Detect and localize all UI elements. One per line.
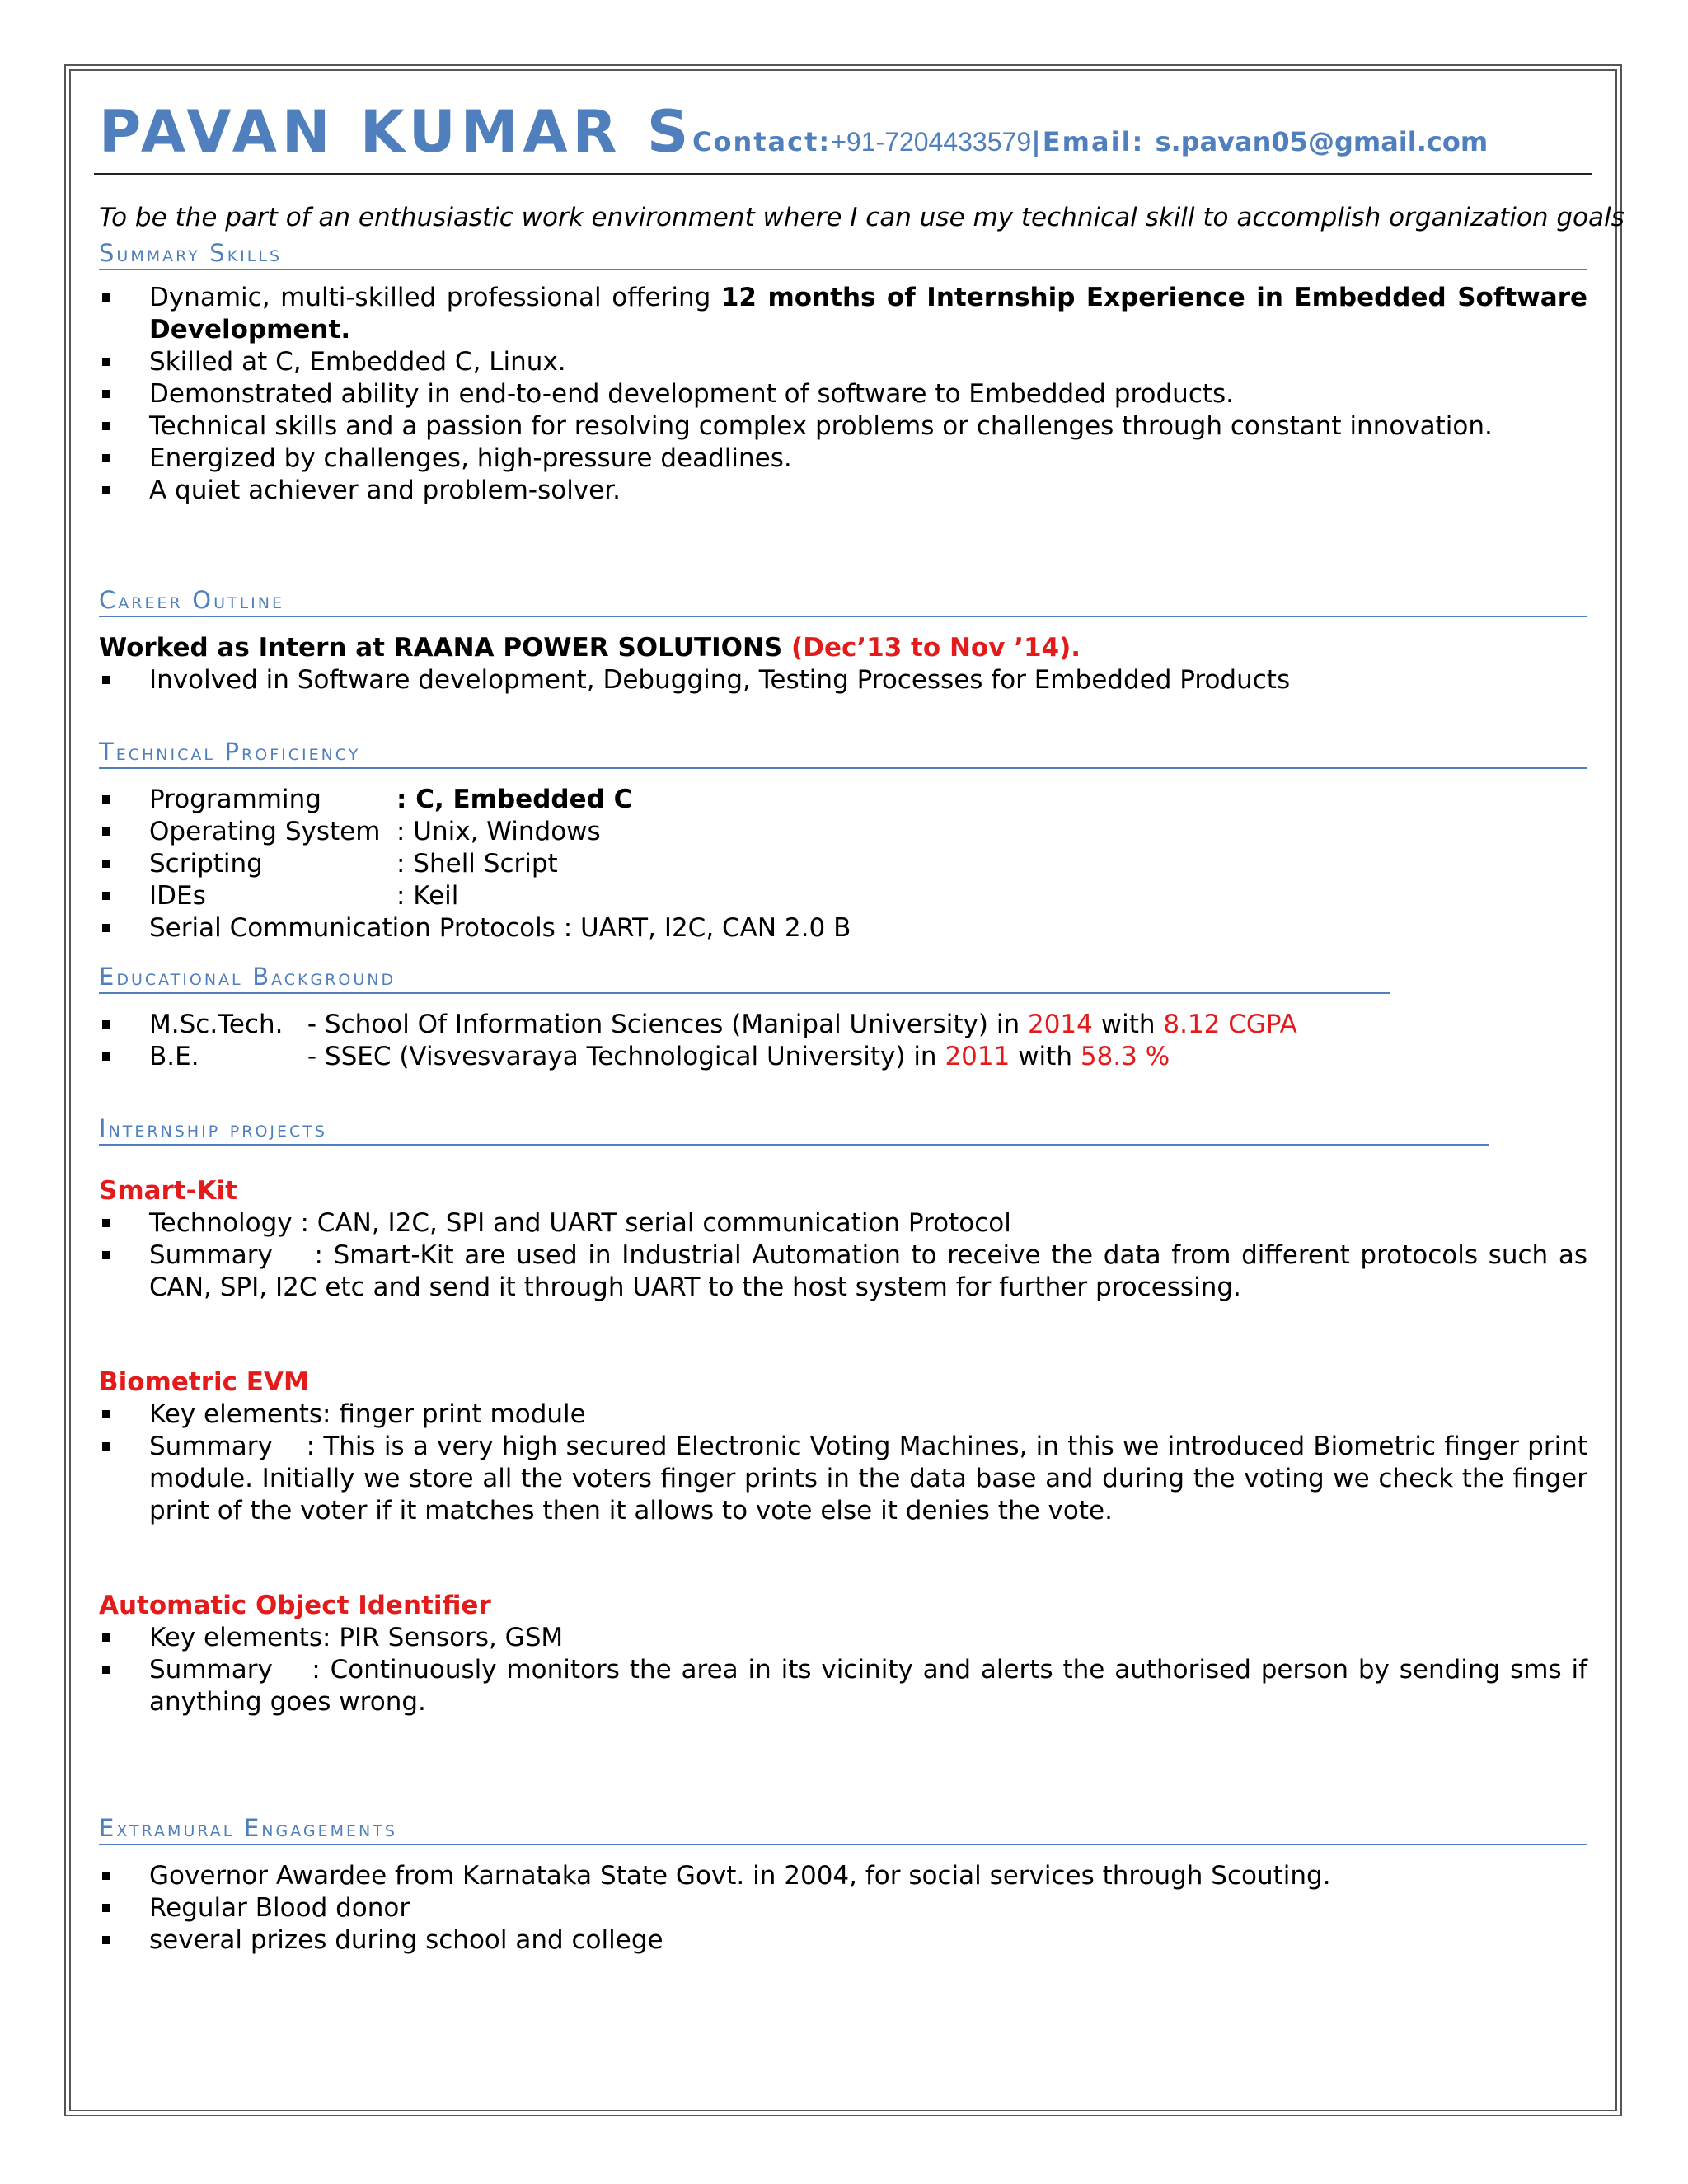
section-heading-career-outline: Career Outline — [99, 586, 1587, 617]
section-heading-extramural-engagements: Extramural Engagements — [99, 1814, 1587, 1845]
email-label: Email: — [1042, 126, 1156, 157]
project-title: Automatic Object Identifier — [99, 1591, 491, 1620]
contact-line — [692, 125, 1488, 158]
list-item: Dynamic, multi-skilled professional offering 12 months of Internship Experience in Embedded Software Development. — [99, 282, 1587, 346]
project-details-list — [99, 1207, 1596, 1304]
candidate-name: PAVAN KUMAR S — [99, 98, 694, 166]
list-item: several prizes during school and college — [99, 1924, 1587, 1957]
resume — [99, 97, 1625, 1957]
list-item: Scripting : Shell Script — [99, 848, 1587, 880]
contact-separator: | — [1031, 126, 1043, 157]
list-item: Summary : Smart-Kit are used in Industrial Automation to receive the data from different protocols such as CAN, SPI, I2C etc and send it through UART to the host system for further processing. — [99, 1240, 1587, 1304]
list-item: B.E. - SSEC (Visvesvaraya Technological University) in 2011 with 58.3 % — [99, 1041, 1587, 1073]
phone-number: +91-7204433579 — [831, 127, 1032, 157]
list-item: Governor Awardee from Karnataka State Govt. in 2004, for social services through Scouting. — [99, 1860, 1587, 1892]
career-role: Worked as Intern at RAANA POWER SOLUTIONS (Dec’13 to Nov ’14). — [99, 633, 1081, 663]
list-item: Energized by challenges, high-pressure deadlines. — [99, 443, 1587, 475]
technical-list — [99, 784, 1587, 944]
list-item: Involved in Software development, Debugging, Testing Processes for Embedded Products — [99, 664, 1587, 696]
list-item: Key elements: PIR Sensors, GSM — [99, 1622, 1587, 1654]
list-item: Summary : Continuously monitors the area in its vicinity and alerts the authorised person by sending sms if anything goes wrong. — [99, 1654, 1587, 1718]
education-list — [99, 1009, 1587, 1073]
list-item: Summary : This is a very high secured Electronic Voting Machines, in this we introduced Biometric finger print module. Initially we store all the voters finger prints in the data base and during the voting we check the finger print of the voter if it matches then it allows to vote else it denies the vote. — [99, 1431, 1587, 1527]
career-list — [99, 664, 1587, 696]
contact-label: Contact: — [692, 126, 832, 157]
list-item: Demonstrated ability in end-to-end development of software to Embedded products. — [99, 378, 1587, 410]
project-details-list — [99, 1399, 1596, 1527]
list-item: Skilled at C, Embedded C, Linux. — [99, 346, 1587, 378]
career-period: (Dec’13 to Nov ’14). — [791, 633, 1081, 663]
extramural-list — [99, 1860, 1587, 1957]
section-heading-technical-proficiency: Technical Proficiency — [99, 738, 1587, 769]
resume-header — [99, 97, 1587, 173]
summary-skills-list — [99, 282, 1587, 507]
email-address: s.pavan05@gmail.com — [1155, 126, 1489, 157]
project-details-list — [99, 1622, 1596, 1718]
list-item: Technology : CAN, I2C, SPI and UART serial communication Protocol — [99, 1207, 1587, 1240]
list-item: M.Sc.Tech. - School Of Information Sciences (Manipal University) in 2014 with 8.12 CGPA — [99, 1009, 1587, 1041]
list-item: Regular Blood donor — [99, 1892, 1587, 1924]
section-heading-educational-background: Educational Background — [99, 963, 1390, 994]
list-item: Technical skills and a passion for resolving complex problems or challenges through constant innovation. — [99, 410, 1587, 443]
list-item: IDEs : Keil — [99, 880, 1587, 912]
section-heading-internship-projects: Internship projects — [99, 1114, 1489, 1146]
project-title: Biometric EVM — [99, 1367, 309, 1397]
list-item: Key elements: finger print module — [99, 1399, 1587, 1431]
section-heading-summary-skills: Summary Skills — [99, 239, 1587, 270]
list-item: A quiet achiever and problem-solver. — [99, 475, 1587, 507]
list-item: Operating System : Unix, Windows — [99, 816, 1587, 848]
career-objective: To be the part of an enthusiastic work environment where I can use my technical skill to accomplish organization goals — [99, 203, 1625, 232]
header-divider — [94, 173, 1592, 175]
list-item: Programming : C, Embedded C — [99, 784, 1587, 816]
project-title: Smart-Kit — [99, 1176, 237, 1206]
list-item: Serial Communication Protocols : UART, I2C, CAN 2.0 B — [99, 912, 1587, 944]
